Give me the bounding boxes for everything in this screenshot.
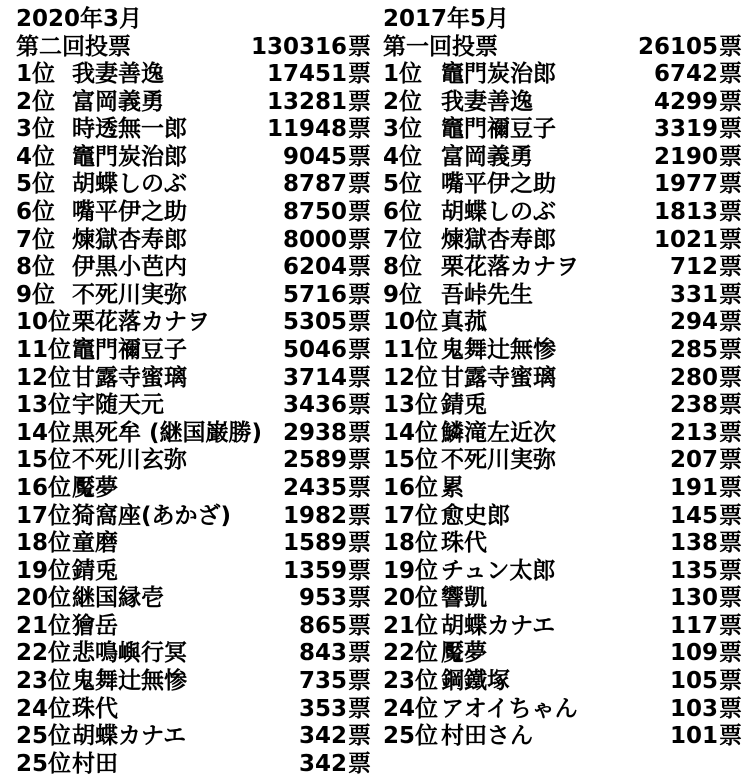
vote-count: 843: [299, 640, 348, 667]
vote-count: 11948: [266, 116, 348, 143]
vote-unit-label: 票: [348, 116, 372, 143]
rank-label: 10位: [383, 309, 439, 336]
list-item: [16, 309, 371, 337]
character-name: 村田さん: [441, 723, 534, 750]
rank-label: 12位: [383, 364, 439, 391]
vote-unit-label: 票: [719, 474, 742, 501]
list-item: [383, 668, 742, 696]
rank-label: 23位: [383, 668, 439, 695]
vote-unit-label: 票: [719, 171, 742, 198]
character-name: 我妻善逸: [72, 61, 164, 87]
vote-unit-label: 票: [719, 34, 742, 60]
character-name: 獪岳: [72, 612, 118, 639]
list-item: [16, 751, 371, 778]
vote-count: 135: [669, 557, 718, 584]
character-name: 鬼舞辻無惨: [441, 336, 557, 363]
list-item: [16, 144, 371, 172]
list-item: [383, 558, 742, 586]
list-item: [383, 640, 742, 668]
list-item: [383, 171, 742, 199]
poll-column-first: [375, 6, 746, 751]
list-item: [383, 613, 742, 641]
character-name: 煉獄杏寿郎: [72, 226, 187, 253]
character-name: 黒死牟 (継国巌勝): [72, 419, 263, 446]
vote-count: 294: [669, 309, 718, 336]
vote-unit-label: 票: [719, 640, 742, 667]
list-item: [383, 475, 742, 503]
rank-label: 6位: [383, 198, 423, 225]
vote-count: 712: [669, 254, 718, 281]
vote-unit-label: 票: [348, 585, 372, 612]
list-item: [383, 530, 742, 558]
character-name: 煉獄杏寿郎: [441, 226, 557, 253]
vote-count: 130: [669, 585, 718, 612]
character-name: 宇随天元: [72, 392, 164, 419]
rank-label: 10位: [16, 309, 72, 336]
list-item: [383, 144, 742, 172]
vote-unit-label: 票: [719, 88, 742, 115]
vote-unit-label: 票: [348, 502, 372, 529]
vote-unit-label: 票: [348, 281, 372, 308]
rank-label: 8位: [383, 254, 423, 281]
vote-unit-label: 票: [719, 557, 742, 584]
vote-count: 1021: [653, 226, 718, 253]
character-name: 嘴平伊之助: [72, 198, 187, 225]
list-item: [383, 337, 742, 365]
character-name: 嘴平伊之助: [441, 171, 557, 198]
vote-count: 953: [299, 585, 348, 612]
rank-label: 3位: [383, 116, 423, 143]
rank-label: 16位: [383, 474, 439, 501]
vote-count: 109: [669, 640, 718, 667]
list-item: [16, 668, 371, 696]
list-item: [16, 723, 371, 751]
list-item: [16, 171, 371, 199]
rank-label: 25位: [16, 750, 72, 777]
poll-date-label: 2020年3月: [16, 6, 143, 32]
rank-label: 13位: [383, 392, 439, 419]
ranking-list-second: [16, 61, 371, 778]
vote-count: 280: [669, 364, 718, 391]
list-item: [383, 696, 742, 724]
list-item: [16, 613, 371, 641]
vote-unit-label: 票: [348, 198, 372, 225]
list-item: [383, 89, 742, 117]
vote-unit-label: 票: [348, 254, 372, 281]
character-name: 時透無一郎: [72, 116, 187, 143]
list-item: [16, 61, 371, 89]
list-item: [16, 558, 371, 586]
vote-unit-label: 票: [348, 309, 372, 336]
list-item: [16, 89, 371, 117]
rank-label: 3位: [16, 116, 56, 143]
vote-count: 9045: [283, 143, 348, 170]
character-name: 胡蝶しのぶ: [72, 171, 187, 198]
rank-label: 21位: [383, 612, 439, 639]
character-name: 富岡義勇: [72, 88, 164, 115]
rank-label: 18位: [16, 530, 72, 557]
rank-label: 9位: [383, 281, 423, 308]
character-name: 累: [441, 474, 465, 501]
character-name: 竈門炭治郎: [441, 61, 557, 87]
list-item: [383, 61, 742, 89]
character-name: 伊黒小芭内: [72, 254, 187, 281]
rank-label: 1位: [16, 61, 56, 87]
vote-unit-label: 票: [348, 419, 372, 446]
list-item: [16, 365, 371, 393]
character-name: 悲鳴嶼行冥: [72, 640, 187, 667]
vote-count: 238: [669, 392, 718, 419]
character-name: チュン太郎: [441, 557, 556, 584]
vote-unit-label: 票: [348, 171, 372, 198]
ranking-list-first: [383, 61, 742, 751]
list-item: [16, 447, 371, 475]
poll-total-votes: 26105: [637, 34, 718, 60]
vote-unit-label: 票: [719, 612, 742, 639]
rank-label: 14位: [16, 419, 72, 446]
character-name: 錆兎: [441, 392, 488, 419]
list-item: [383, 447, 742, 475]
vote-count: 145: [669, 502, 718, 529]
character-name: 魘夢: [441, 640, 488, 667]
character-name: 竈門炭治郎: [72, 143, 187, 170]
vote-unit-label: 票: [719, 254, 742, 281]
list-item: [16, 420, 371, 448]
vote-count: 865: [299, 612, 348, 639]
vote-unit-label: 票: [348, 336, 372, 363]
vote-unit-label: 票: [719, 61, 742, 87]
character-name: 不死川実弥: [441, 447, 557, 474]
rank-label: 7位: [383, 226, 423, 253]
rank-label: 24位: [383, 695, 439, 722]
list-item: [383, 723, 742, 751]
rank-label: 5位: [383, 171, 423, 198]
poll-header-first: [383, 33, 742, 61]
character-name: 鱗滝左近次: [441, 419, 557, 446]
rank-label: 5位: [16, 171, 56, 198]
vote-unit-label: 票: [719, 226, 742, 253]
list-item: [16, 696, 371, 724]
vote-unit-label: 票: [719, 392, 742, 419]
vote-unit-label: 票: [348, 723, 372, 750]
list-item: [16, 199, 371, 227]
rank-label: 7位: [16, 226, 56, 253]
vote-unit-label: 票: [348, 640, 372, 667]
vote-count: 105: [669, 668, 718, 695]
list-item: [16, 503, 371, 531]
poll-date-label: 2017年5月: [383, 6, 510, 32]
vote-unit-label: 票: [348, 364, 372, 391]
character-name: 胡蝶しのぶ: [441, 198, 557, 225]
rank-label: 9位: [16, 281, 56, 308]
rank-label: 12位: [16, 364, 72, 391]
vote-unit-label: 票: [719, 668, 742, 695]
vote-unit-label: 票: [719, 281, 742, 308]
vote-unit-label: 票: [719, 502, 742, 529]
list-item: [16, 530, 371, 558]
vote-unit-label: 票: [719, 530, 742, 557]
character-name: 吾峠先生: [441, 281, 534, 308]
rank-label: 13位: [16, 392, 72, 419]
character-name: 真菰: [441, 309, 488, 336]
poll-column-second: [4, 6, 375, 778]
vote-unit-label: 票: [348, 392, 372, 419]
rank-label: 14位: [383, 419, 439, 446]
vote-count: 342: [299, 723, 348, 750]
vote-unit-label: 票: [348, 750, 372, 777]
rank-label: 11位: [16, 336, 72, 363]
list-item: [383, 503, 742, 531]
character-name: 鋼鐵塚: [441, 668, 511, 695]
list-item: [383, 420, 742, 448]
vote-count: 207: [669, 447, 718, 474]
vote-count: 101: [669, 723, 718, 750]
vote-count: 3714: [283, 364, 348, 391]
rank-label: 15位: [16, 447, 72, 474]
rank-label: 4位: [383, 143, 423, 170]
vote-count: 1813: [653, 198, 718, 225]
character-name: 錆兎: [72, 557, 118, 584]
list-item: [383, 282, 742, 310]
vote-count: 331: [669, 281, 718, 308]
list-item: [16, 227, 371, 255]
rank-label: 15位: [383, 447, 439, 474]
character-name: 愈史郎: [441, 502, 511, 529]
character-name: 不死川実弥: [72, 281, 187, 308]
vote-count: 1359: [283, 557, 348, 584]
rank-label: 24位: [16, 695, 72, 722]
vote-count: 2435: [283, 474, 348, 501]
poll-header-second: [16, 33, 371, 61]
list-item: [16, 254, 371, 282]
poll-total-votes: 130316: [250, 34, 348, 60]
list-item: [383, 227, 742, 255]
rank-label: 20位: [16, 585, 72, 612]
list-item: [383, 199, 742, 227]
list-item: [16, 475, 371, 503]
vote-unit-label: 票: [348, 695, 372, 722]
character-name: 栗花落カナヲ: [72, 309, 210, 336]
vote-unit-label: 票: [348, 226, 372, 253]
character-name: 竈門禰豆子: [441, 116, 557, 143]
vote-count: 735: [299, 668, 348, 695]
vote-count: 103: [669, 695, 718, 722]
vote-count: 2589: [283, 447, 348, 474]
vote-count: 5305: [283, 309, 348, 336]
vote-count: 3319: [653, 116, 718, 143]
character-name: 富岡義勇: [441, 143, 534, 170]
character-name: 童磨: [72, 530, 118, 557]
vote-count: 2190: [653, 143, 718, 170]
list-item: [16, 116, 371, 144]
vote-unit-label: 票: [719, 447, 742, 474]
character-name: 栗花落カナヲ: [441, 254, 580, 281]
vote-count: 8787: [283, 171, 348, 198]
character-name: 鬼舞辻無惨: [72, 668, 187, 695]
vote-unit-label: 票: [348, 61, 372, 87]
rank-label: 19位: [16, 557, 72, 584]
vote-count: 191: [669, 474, 718, 501]
rank-label: 2位: [383, 88, 423, 115]
vote-count: 17451: [266, 61, 348, 87]
rank-label: 20位: [383, 585, 439, 612]
vote-unit-label: 票: [719, 309, 742, 336]
list-item: [383, 116, 742, 144]
vote-count: 13281: [266, 88, 348, 115]
vote-unit-label: 票: [719, 198, 742, 225]
vote-count: 285: [669, 336, 718, 363]
vote-unit-label: 票: [719, 723, 742, 750]
vote-unit-label: 票: [348, 88, 372, 115]
list-item: [16, 640, 371, 668]
rank-label: 23位: [16, 668, 72, 695]
rank-label: 22位: [383, 640, 439, 667]
vote-unit-label: 票: [348, 474, 372, 501]
rank-label: 6位: [16, 198, 56, 225]
character-name: 珠代: [72, 695, 118, 722]
poll-name-label: 第一回投票: [383, 34, 499, 60]
rank-label: 8位: [16, 254, 56, 281]
list-item: [383, 309, 742, 337]
vote-unit-label: 票: [348, 557, 372, 584]
vote-count: 5716: [283, 281, 348, 308]
rank-label: 17位: [383, 502, 439, 529]
vote-count: 342: [299, 750, 348, 777]
rank-label: 11位: [383, 336, 439, 363]
rank-label: 16位: [16, 474, 72, 501]
vote-count: 6204: [283, 254, 348, 281]
vote-count: 353: [299, 695, 348, 722]
vote-unit-label: 票: [719, 336, 742, 363]
character-name: 胡蝶カナエ: [72, 723, 187, 750]
character-name: 珠代: [441, 530, 488, 557]
poll-name-label: 第二回投票: [16, 34, 131, 60]
vote-count: 1977: [653, 171, 718, 198]
character-name: 甘露寺蜜璃: [441, 364, 557, 391]
vote-unit-label: 票: [719, 364, 742, 391]
vote-unit-label: 票: [348, 447, 372, 474]
rank-label: 19位: [383, 557, 439, 584]
vote-count: 117: [669, 612, 718, 639]
vote-count: 213: [669, 419, 718, 446]
character-name: 我妻善逸: [441, 88, 534, 115]
rank-label: 17位: [16, 502, 72, 529]
list-item: [16, 392, 371, 420]
list-item: [383, 365, 742, 393]
list-item: [16, 585, 371, 613]
list-item: [16, 282, 371, 310]
character-name: アオイちゃん: [441, 695, 578, 722]
rank-label: 18位: [383, 530, 439, 557]
vote-unit-label: 票: [348, 612, 372, 639]
character-name: 竈門禰豆子: [72, 336, 187, 363]
vote-count: 2938: [283, 419, 348, 446]
list-item: [383, 254, 742, 282]
vote-count: 138: [669, 530, 718, 557]
character-name: 甘露寺蜜璃: [72, 364, 187, 391]
vote-count: 6742: [653, 61, 718, 87]
vote-count: 4299: [653, 88, 718, 115]
vote-unit-label: 票: [719, 116, 742, 143]
list-item: [383, 392, 742, 420]
rank-label: 25位: [383, 723, 439, 750]
list-item: [16, 337, 371, 365]
vote-unit-label: 票: [348, 143, 372, 170]
rank-label: 21位: [16, 612, 72, 639]
rank-label: 2位: [16, 88, 56, 115]
vote-count: 5046: [283, 336, 348, 363]
character-name: 響凱: [441, 585, 488, 612]
vote-unit-label: 票: [719, 143, 742, 170]
vote-count: 1982: [283, 502, 348, 529]
vote-unit-label: 票: [348, 34, 372, 60]
vote-count: 1589: [283, 530, 348, 557]
character-name: 胡蝶カナエ: [441, 612, 556, 639]
vote-count: 8750: [283, 198, 348, 225]
vote-unit-label: 票: [719, 695, 742, 722]
vote-count: 3436: [283, 392, 348, 419]
rank-label: 1位: [383, 61, 423, 87]
character-name: 不死川玄弥: [72, 447, 187, 474]
rank-label: 4位: [16, 143, 56, 170]
vote-unit-label: 票: [719, 419, 742, 446]
rank-label: 25位: [16, 723, 72, 750]
vote-unit-label: 票: [348, 668, 372, 695]
list-item: [383, 585, 742, 613]
character-name: 猗窩座(あかざ): [72, 502, 232, 529]
rank-label: 22位: [16, 640, 72, 667]
character-name: 魘夢: [72, 474, 118, 501]
vote-unit-label: 票: [719, 585, 742, 612]
vote-unit-label: 票: [348, 530, 372, 557]
character-name: 継国縁壱: [72, 585, 164, 612]
character-name: 村田: [72, 750, 118, 777]
vote-count: 8000: [283, 226, 348, 253]
